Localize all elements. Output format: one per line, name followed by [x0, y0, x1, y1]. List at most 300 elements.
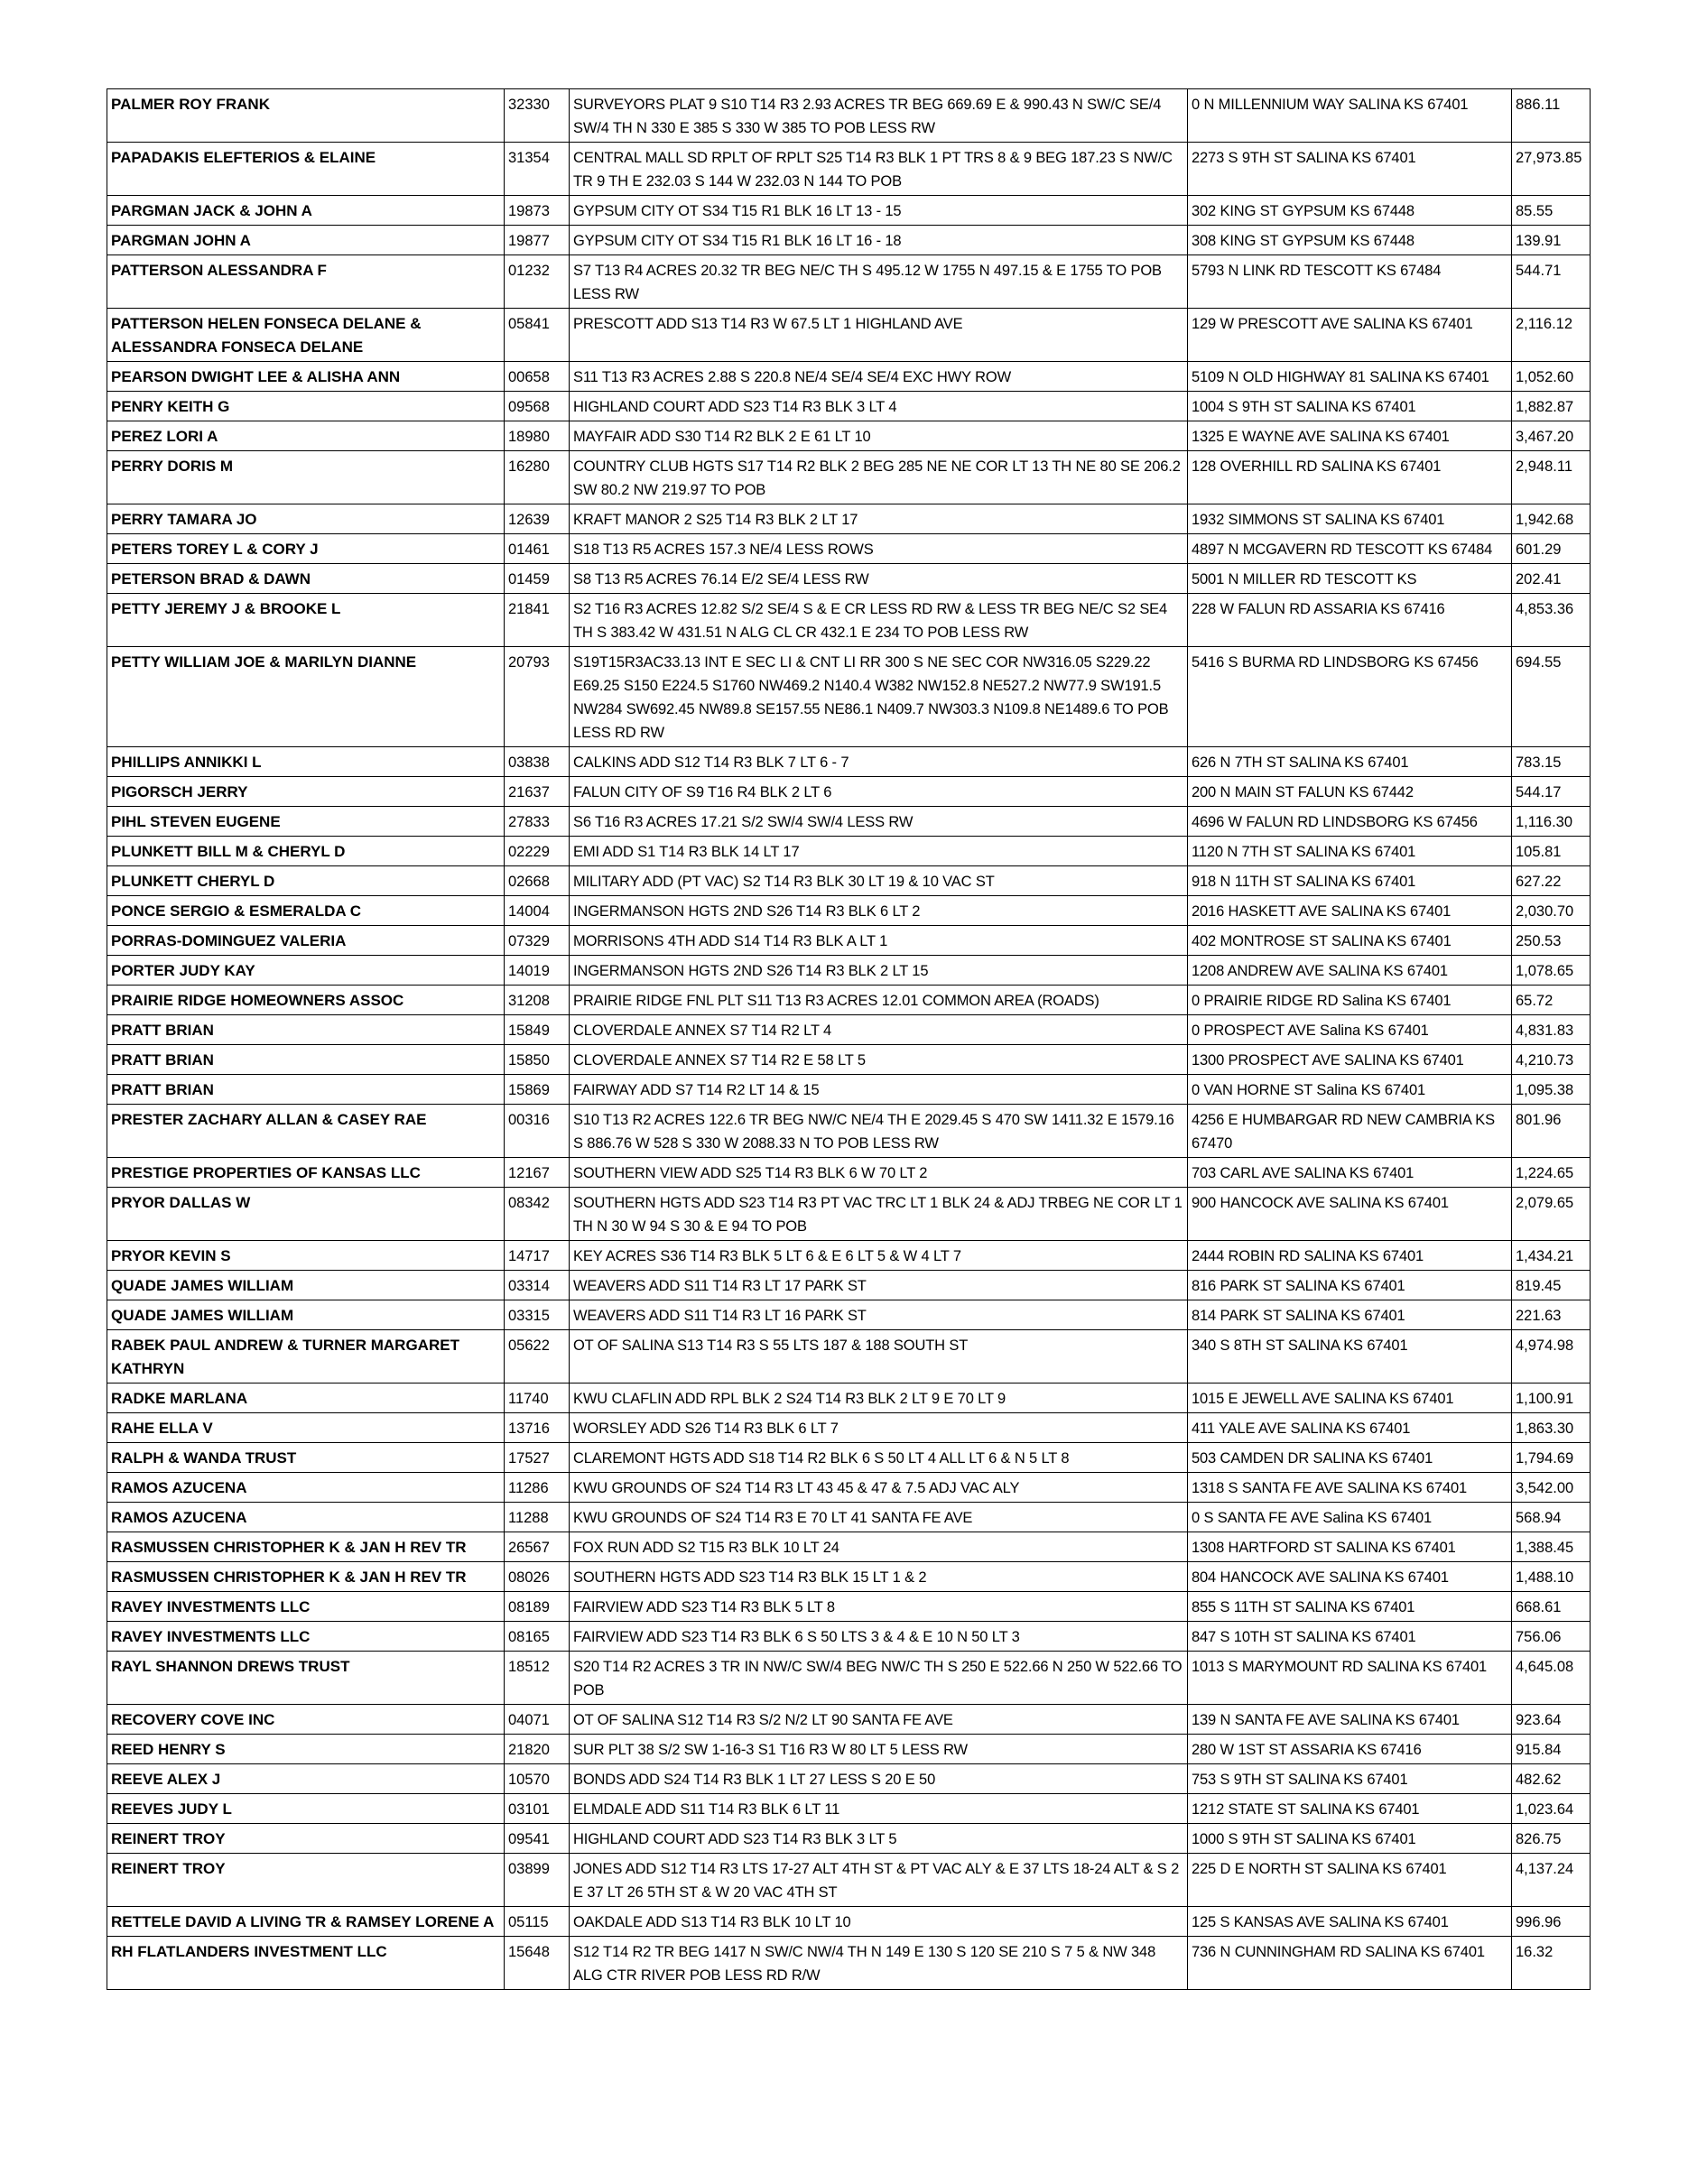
parcel-id: 02229	[505, 837, 570, 866]
owner-name: REEVE ALEX J	[107, 1764, 505, 1794]
legal-description: GYPSUM CITY OT S34 T15 R1 BLK 16 LT 16 - 18	[570, 226, 1188, 255]
legal-description: PRAIRIE RIDGE FNL PLT S11 T13 R3 ACRES 12.01 COMMON AREA (ROADS)	[570, 986, 1188, 1015]
table-row	[107, 1622, 1591, 1652]
legal-description: KEY ACRES S36 T14 R3 BLK 5 LT 6 & E 6 LT 5 & W 4 LT 7	[570, 1241, 1188, 1271]
parcel-id: 20793	[505, 647, 570, 747]
legal-description: INGERMANSON HGTS 2ND S26 T14 R3 BLK 2 LT 15	[570, 956, 1188, 986]
tax-amount: 819.45	[1512, 1271, 1591, 1300]
owner-name: RAMOS AZUCENA	[107, 1503, 505, 1532]
parcel-id: 08342	[505, 1188, 570, 1241]
legal-description: WEAVERS ADD S11 T14 R3 LT 17 PARK ST	[570, 1271, 1188, 1300]
parcel-id: 05841	[505, 309, 570, 362]
parcel-id: 19873	[505, 196, 570, 226]
owner-name: RAYL SHANNON DREWS TRUST	[107, 1652, 505, 1705]
owner-name: RASMUSSEN CHRISTOPHER K & JAN H REV TR	[107, 1562, 505, 1592]
table-row	[107, 1735, 1591, 1764]
table-row	[107, 747, 1591, 777]
table-row	[107, 1824, 1591, 1854]
owner-name: PRYOR DALLAS W	[107, 1188, 505, 1241]
table-row	[107, 504, 1591, 534]
property-address: 0 VAN HORNE ST Salina KS 67401	[1188, 1075, 1512, 1105]
property-address: 1325 E WAYNE AVE SALINA KS 67401	[1188, 421, 1512, 451]
legal-description: S11 T13 R3 ACRES 2.88 S 220.8 NE/4 SE/4 SE/4 EXC HWY ROW	[570, 362, 1188, 392]
table-row	[107, 1241, 1591, 1271]
tax-amount: 1,116.30	[1512, 807, 1591, 837]
parcel-id: 03899	[505, 1854, 570, 1907]
table-row	[107, 594, 1591, 647]
property-address: 804 HANCOCK AVE SALINA KS 67401	[1188, 1562, 1512, 1592]
tax-amount: 996.96	[1512, 1907, 1591, 1937]
tax-amount: 1,388.45	[1512, 1532, 1591, 1562]
parcel-id: 15849	[505, 1015, 570, 1045]
parcel-id: 03838	[505, 747, 570, 777]
table-row	[107, 1075, 1591, 1105]
tax-amount: 601.29	[1512, 534, 1591, 564]
tax-amount: 65.72	[1512, 986, 1591, 1015]
owner-name: PARGMAN JACK & JOHN A	[107, 196, 505, 226]
tax-amount: 4,210.73	[1512, 1045, 1591, 1075]
table-row	[107, 226, 1591, 255]
legal-description: OAKDALE ADD S13 T14 R3 BLK 10 LT 10	[570, 1907, 1188, 1937]
table-row	[107, 1705, 1591, 1735]
parcel-id: 05115	[505, 1907, 570, 1937]
owner-name: RECOVERY COVE INC	[107, 1705, 505, 1735]
tax-amount: 783.15	[1512, 747, 1591, 777]
tax-amount: 886.11	[1512, 89, 1591, 143]
legal-description: CENTRAL MALL SD RPLT OF RPLT S25 T14 R3 BLK 1 PT TRS 8 & 9 BEG 187.23 S NW/C TR 9 TH E 232.03 S 144 W 232.03 N 144 TO POB	[570, 143, 1188, 196]
tax-amount: 1,078.65	[1512, 956, 1591, 986]
property-address: 900 HANCOCK AVE SALINA KS 67401	[1188, 1188, 1512, 1241]
property-address: 814 PARK ST SALINA KS 67401	[1188, 1300, 1512, 1330]
owner-name: PARGMAN JOHN A	[107, 226, 505, 255]
legal-description: SOUTHERN HGTS ADD S23 T14 R3 PT VAC TRC LT 1 BLK 24 & ADJ TRBEG NE COR LT 1 TH N 30 W 94 S 30 & E 94 TO POB	[570, 1188, 1188, 1241]
parcel-id: 10570	[505, 1764, 570, 1794]
table-row	[107, 1045, 1591, 1075]
owner-name: PATTERSON HELEN FONSECA DELANE & ALESSANDRA FONSECA DELANE	[107, 309, 505, 362]
owner-name: QUADE JAMES WILLIAM	[107, 1271, 505, 1300]
legal-description: MORRISONS 4TH ADD S14 T14 R3 BLK A LT 1	[570, 926, 1188, 956]
owner-name: PETTY WILLIAM JOE & MARILYN DIANNE	[107, 647, 505, 747]
table-row	[107, 1105, 1591, 1158]
tax-amount: 694.55	[1512, 647, 1591, 747]
owner-name: PERRY DORIS M	[107, 451, 505, 504]
table-row	[107, 309, 1591, 362]
property-address: 918 N 11TH ST SALINA KS 67401	[1188, 866, 1512, 896]
owner-name: PEREZ LORI A	[107, 421, 505, 451]
owner-name: RADKE MARLANA	[107, 1384, 505, 1413]
legal-description: CLAREMONT HGTS ADD S18 T14 R2 BLK 6 S 50 LT 4 ALL LT 6 & N 5 LT 8	[570, 1443, 1188, 1473]
property-address: 302 KING ST GYPSUM KS 67448	[1188, 196, 1512, 226]
tax-amount: 27,973.85	[1512, 143, 1591, 196]
tax-amount: 1,863.30	[1512, 1413, 1591, 1443]
owner-name: PIGORSCH JERRY	[107, 777, 505, 807]
property-address: 2273 S 9TH ST SALINA KS 67401	[1188, 143, 1512, 196]
tax-amount: 4,645.08	[1512, 1652, 1591, 1705]
property-address: 1932 SIMMONS ST SALINA KS 67401	[1188, 504, 1512, 534]
property-address: 402 MONTROSE ST SALINA KS 67401	[1188, 926, 1512, 956]
tax-amount: 4,831.83	[1512, 1015, 1591, 1045]
property-address: 736 N CUNNINGHAM RD SALINA KS 67401	[1188, 1937, 1512, 1990]
owner-name: PRATT BRIAN	[107, 1045, 505, 1075]
owner-name: REINERT TROY	[107, 1824, 505, 1854]
table-row	[107, 837, 1591, 866]
tax-amount: 4,974.98	[1512, 1330, 1591, 1384]
table-row	[107, 392, 1591, 421]
parcel-id: 27833	[505, 807, 570, 837]
owner-name: PENRY KEITH G	[107, 392, 505, 421]
parcel-id: 31354	[505, 143, 570, 196]
parcel-id: 11740	[505, 1384, 570, 1413]
property-address: 4256 E HUMBARGAR RD NEW CAMBRIA KS 67470	[1188, 1105, 1512, 1158]
owner-name: PORRAS-DOMINGUEZ VALERIA	[107, 926, 505, 956]
tax-amount: 1,052.60	[1512, 362, 1591, 392]
parcel-id: 11288	[505, 1503, 570, 1532]
table-row	[107, 564, 1591, 594]
property-address: 200 N MAIN ST FALUN KS 67442	[1188, 777, 1512, 807]
property-address: 1004 S 9TH ST SALINA KS 67401	[1188, 392, 1512, 421]
owner-name: PETERS TOREY L & CORY J	[107, 534, 505, 564]
parcel-id: 09568	[505, 392, 570, 421]
owner-name: REEVES JUDY L	[107, 1794, 505, 1824]
tax-amount: 568.94	[1512, 1503, 1591, 1532]
legal-description: PRESCOTT ADD S13 T14 R3 W 67.5 LT 1 HIGHLAND AVE	[570, 309, 1188, 362]
legal-description: SOUTHERN HGTS ADD S23 T14 R3 BLK 15 LT 1 & 2	[570, 1562, 1188, 1592]
parcel-id: 01461	[505, 534, 570, 564]
property-address: 5793 N LINK RD TESCOTT KS 67484	[1188, 255, 1512, 309]
table-row	[107, 1413, 1591, 1443]
parcel-id: 03314	[505, 1271, 570, 1300]
property-address: 2444 ROBIN RD SALINA KS 67401	[1188, 1241, 1512, 1271]
parcel-id: 17527	[505, 1443, 570, 1473]
legal-description: KWU GROUNDS OF S24 T14 R3 E 70 LT 41 SANTA FE AVE	[570, 1503, 1188, 1532]
tax-amount: 1,100.91	[1512, 1384, 1591, 1413]
tax-amount: 756.06	[1512, 1622, 1591, 1652]
table-row	[107, 1592, 1591, 1622]
property-address: 128 OVERHILL RD SALINA KS 67401	[1188, 451, 1512, 504]
table-row	[107, 1562, 1591, 1592]
parcel-id: 15648	[505, 1937, 570, 1990]
table-row	[107, 421, 1591, 451]
legal-description: S18 T13 R5 ACRES 157.3 NE/4 LESS ROWS	[570, 534, 1188, 564]
parcel-id: 00316	[505, 1105, 570, 1158]
property-address: 4696 W FALUN RD LINDSBORG KS 67456	[1188, 807, 1512, 837]
owner-name: PALMER ROY FRANK	[107, 89, 505, 143]
legal-description: WORSLEY ADD S26 T14 R3 BLK 6 LT 7	[570, 1413, 1188, 1443]
parcel-id: 08189	[505, 1592, 570, 1622]
legal-description: FALUN CITY OF S9 T16 R4 BLK 2 LT 6	[570, 777, 1188, 807]
owner-name: PLUNKETT BILL M & CHERYL D	[107, 837, 505, 866]
tax-amount: 2,079.65	[1512, 1188, 1591, 1241]
property-address: 4897 N MCGAVERN RD TESCOTT KS 67484	[1188, 534, 1512, 564]
owner-name: PIHL STEVEN EUGENE	[107, 807, 505, 837]
parcel-id: 26567	[505, 1532, 570, 1562]
owner-name: PETTY JEREMY J & BROOKE L	[107, 594, 505, 647]
tax-amount: 1,095.38	[1512, 1075, 1591, 1105]
parcel-id: 13716	[505, 1413, 570, 1443]
parcel-id: 01459	[505, 564, 570, 594]
property-address: 1013 S MARYMOUNT RD SALINA KS 67401	[1188, 1652, 1512, 1705]
tax-amount: 85.55	[1512, 196, 1591, 226]
table-row	[107, 1473, 1591, 1503]
owner-name: REED HENRY S	[107, 1735, 505, 1764]
tax-amount: 1,434.21	[1512, 1241, 1591, 1271]
table-row	[107, 1854, 1591, 1907]
owner-name: PRATT BRIAN	[107, 1075, 505, 1105]
property-address: 2016 HASKETT AVE SALINA KS 67401	[1188, 896, 1512, 926]
table-row	[107, 1764, 1591, 1794]
table-row	[107, 926, 1591, 956]
property-address: 5109 N OLD HIGHWAY 81 SALINA KS 67401	[1188, 362, 1512, 392]
tax-amount: 915.84	[1512, 1735, 1591, 1764]
owner-name: PAPADAKIS ELEFTERIOS & ELAINE	[107, 143, 505, 196]
owner-name: RAVEY INVESTMENTS LLC	[107, 1592, 505, 1622]
owner-name: QUADE JAMES WILLIAM	[107, 1300, 505, 1330]
tax-amount: 139.91	[1512, 226, 1591, 255]
tax-amount: 202.41	[1512, 564, 1591, 594]
table-row	[107, 956, 1591, 986]
parcel-id: 07329	[505, 926, 570, 956]
owner-name: PRYOR KEVIN S	[107, 1241, 505, 1271]
tax-amount: 2,948.11	[1512, 451, 1591, 504]
legal-description: FAIRVIEW ADD S23 T14 R3 BLK 5 LT 8	[570, 1592, 1188, 1622]
legal-description: BONDS ADD S24 T14 R3 BLK 1 LT 27 LESS S 20 E 50	[570, 1764, 1188, 1794]
table-row	[107, 986, 1591, 1015]
parcel-id: 15850	[505, 1045, 570, 1075]
legal-description: JONES ADD S12 T14 R3 LTS 17-27 ALT 4TH ST & PT VAC ALY & E 37 LTS 18-24 ALT & S 2 E 37 LT 26 5TH ST & W 20 VAC 4TH ST	[570, 1854, 1188, 1907]
owner-name: RETTELE DAVID A LIVING TR & RAMSEY LORENE A	[107, 1907, 505, 1937]
owner-name: PATTERSON ALESSANDRA F	[107, 255, 505, 309]
property-address: 855 S 11TH ST SALINA KS 67401	[1188, 1592, 1512, 1622]
parcel-id: 00658	[505, 362, 570, 392]
property-address: 1120 N 7TH ST SALINA KS 67401	[1188, 837, 1512, 866]
legal-description: S10 T13 R2 ACRES 122.6 TR BEG NW/C NE/4 TH E 2029.45 S 470 SW 1411.32 E 1579.16 S 886.76 W 528 S 330 W 2088.33 N TO POB LESS RW	[570, 1105, 1188, 1158]
tax-amount: 1,023.64	[1512, 1794, 1591, 1824]
table-row	[107, 534, 1591, 564]
legal-description: FOX RUN ADD S2 T15 R3 BLK 10 LT 24	[570, 1532, 1188, 1562]
tax-amount: 2,116.12	[1512, 309, 1591, 362]
parcel-id: 05622	[505, 1330, 570, 1384]
owner-name: PRATT BRIAN	[107, 1015, 505, 1045]
parcel-id: 03315	[505, 1300, 570, 1330]
owner-name: PLUNKETT CHERYL D	[107, 866, 505, 896]
tax-amount: 4,853.36	[1512, 594, 1591, 647]
tax-amount: 3,542.00	[1512, 1473, 1591, 1503]
owner-name: RH FLATLANDERS INVESTMENT LLC	[107, 1937, 505, 1990]
legal-description: S19T15R3AC33.13 INT E SEC LI & CNT LI RR 300 S NE SEC COR NW316.05 S229.22 E69.25 S150 E224.5 S1760 NW469.2 N140.4 W382 NW152.8 NE527.2 NW77.9 SW191.5 NW284 SW692.45 NW89.8 SE157.55 NE86.1 N409.7 NW303.3 N109.8 NE1489.6 TO POB LESS RD RW	[570, 647, 1188, 747]
owner-name: PEARSON DWIGHT LEE & ALISHA ANN	[107, 362, 505, 392]
parcel-id: 16280	[505, 451, 570, 504]
parcel-id: 09541	[505, 1824, 570, 1854]
property-address: 503 CAMDEN DR SALINA KS 67401	[1188, 1443, 1512, 1473]
table-row	[107, 1794, 1591, 1824]
tax-amount: 544.71	[1512, 255, 1591, 309]
table-row	[107, 1907, 1591, 1937]
parcel-id: 31208	[505, 986, 570, 1015]
property-address: 340 S 8TH ST SALINA KS 67401	[1188, 1330, 1512, 1384]
tax-amount: 221.63	[1512, 1300, 1591, 1330]
table-row	[107, 89, 1591, 143]
legal-description: WEAVERS ADD S11 T14 R3 LT 16 PARK ST	[570, 1300, 1188, 1330]
owner-name: PRESTIGE PROPERTIES OF KANSAS LLC	[107, 1158, 505, 1188]
table-row	[107, 362, 1591, 392]
property-address: 139 N SANTA FE AVE SALINA KS 67401	[1188, 1705, 1512, 1735]
table-row	[107, 451, 1591, 504]
legal-description: CLOVERDALE ANNEX S7 T14 R2 E 58 LT 5	[570, 1045, 1188, 1075]
property-address: 1015 E JEWELL AVE SALINA KS 67401	[1188, 1384, 1512, 1413]
legal-description: MAYFAIR ADD S30 T14 R2 BLK 2 E 61 LT 10	[570, 421, 1188, 451]
parcel-id: 15869	[505, 1075, 570, 1105]
table-row	[107, 1937, 1591, 1990]
legal-description: CALKINS ADD S12 T14 R3 BLK 7 LT 6 - 7	[570, 747, 1188, 777]
legal-description: EMI ADD S1 T14 R3 BLK 14 LT 17	[570, 837, 1188, 866]
tax-roll-body	[107, 89, 1591, 1990]
legal-description: S20 T14 R2 ACRES 3 TR IN NW/C SW/4 BEG NW/C TH S 250 E 522.66 N 250 W 522.66 TO POB	[570, 1652, 1188, 1705]
property-address: 5001 N MILLER RD TESCOTT KS	[1188, 564, 1512, 594]
property-address: 5416 S BURMA RD LINDSBORG KS 67456	[1188, 647, 1512, 747]
legal-description: KWU GROUNDS OF S24 T14 R3 LT 43 45 & 47 & 7.5 ADJ VAC ALY	[570, 1473, 1188, 1503]
owner-name: RAMOS AZUCENA	[107, 1473, 505, 1503]
legal-description: OT OF SALINA S13 T14 R3 S 55 LTS 187 & 188 SOUTH ST	[570, 1330, 1188, 1384]
owner-name: RASMUSSEN CHRISTOPHER K & JAN H REV TR	[107, 1532, 505, 1562]
table-row	[107, 1330, 1591, 1384]
table-row	[107, 1384, 1591, 1413]
legal-description: COUNTRY CLUB HGTS S17 T14 R2 BLK 2 BEG 285 NE NE COR LT 13 TH NE 80 SE 206.2 SW 80.2 NW 219.97 TO POB	[570, 451, 1188, 504]
parcel-id: 08165	[505, 1622, 570, 1652]
tax-amount: 1,794.69	[1512, 1443, 1591, 1473]
parcel-id: 19877	[505, 226, 570, 255]
table-row	[107, 777, 1591, 807]
tax-amount: 1,942.68	[1512, 504, 1591, 534]
parcel-id: 21841	[505, 594, 570, 647]
parcel-id: 21820	[505, 1735, 570, 1764]
tax-amount: 2,030.70	[1512, 896, 1591, 926]
tax-amount: 801.96	[1512, 1105, 1591, 1158]
owner-name: REINERT TROY	[107, 1854, 505, 1907]
table-row	[107, 1158, 1591, 1188]
table-row	[107, 1188, 1591, 1241]
parcel-id: 32330	[505, 89, 570, 143]
tax-amount: 923.64	[1512, 1705, 1591, 1735]
parcel-id: 02668	[505, 866, 570, 896]
property-address: 0 PRAIRIE RIDGE RD Salina KS 67401	[1188, 986, 1512, 1015]
table-row	[107, 255, 1591, 309]
parcel-id: 12167	[505, 1158, 570, 1188]
property-address: 753 S 9TH ST SALINA KS 67401	[1188, 1764, 1512, 1794]
legal-description: CLOVERDALE ANNEX S7 T14 R2 LT 4	[570, 1015, 1188, 1045]
table-row	[107, 1015, 1591, 1045]
parcel-id: 14019	[505, 956, 570, 986]
legal-description: INGERMANSON HGTS 2ND S26 T14 R3 BLK 6 LT 2	[570, 896, 1188, 926]
tax-amount: 3,467.20	[1512, 421, 1591, 451]
parcel-id: 14004	[505, 896, 570, 926]
property-address: 308 KING ST GYPSUM KS 67448	[1188, 226, 1512, 255]
property-address: 703 CARL AVE SALINA KS 67401	[1188, 1158, 1512, 1188]
legal-description: HIGHLAND COURT ADD S23 T14 R3 BLK 3 LT 4	[570, 392, 1188, 421]
legal-description: SURVEYORS PLAT 9 S10 T14 R3 2.93 ACRES TR BEG 669.69 E & 990.43 N SW/C SE/4 SW/4 TH N 330 E 385 S 330 W 385 TO POB LESS RW	[570, 89, 1188, 143]
property-address: 1300 PROSPECT AVE SALINA KS 67401	[1188, 1045, 1512, 1075]
table-row	[107, 1503, 1591, 1532]
property-address: 125 S KANSAS AVE SALINA KS 67401	[1188, 1907, 1512, 1937]
tax-amount: 1,224.65	[1512, 1158, 1591, 1188]
property-address: 0 PROSPECT AVE Salina KS 67401	[1188, 1015, 1512, 1045]
property-address: 1308 HARTFORD ST SALINA KS 67401	[1188, 1532, 1512, 1562]
property-address: 1212 STATE ST SALINA KS 67401	[1188, 1794, 1512, 1824]
property-address: 225 D E NORTH ST SALINA KS 67401	[1188, 1854, 1512, 1907]
tax-amount: 826.75	[1512, 1824, 1591, 1854]
legal-description: GYPSUM CITY OT S34 T15 R1 BLK 16 LT 13 - 15	[570, 196, 1188, 226]
property-address: 129 W PRESCOTT AVE SALINA KS 67401	[1188, 309, 1512, 362]
owner-name: PORTER JUDY KAY	[107, 956, 505, 986]
legal-description: S2 T16 R3 ACRES 12.82 S/2 SE/4 S & E CR LESS RD RW & LESS TR BEG NE/C S2 SE4 TH S 383.42 W 431.51 N ALG CL CR 432.1 E 234 TO POB LESS RW	[570, 594, 1188, 647]
parcel-id: 03101	[505, 1794, 570, 1824]
table-row	[107, 896, 1591, 926]
legal-description: ELMDALE ADD S11 T14 R3 BLK 6 LT 11	[570, 1794, 1188, 1824]
parcel-id: 18980	[505, 421, 570, 451]
tax-amount: 668.61	[1512, 1592, 1591, 1622]
property-address: 1208 ANDREW AVE SALINA KS 67401	[1188, 956, 1512, 986]
property-address: 626 N 7TH ST SALINA KS 67401	[1188, 747, 1512, 777]
tax-amount: 16.32	[1512, 1937, 1591, 1990]
legal-description: SUR PLT 38 S/2 SW 1-16-3 S1 T16 R3 W 80 LT 5 LESS RW	[570, 1735, 1188, 1764]
parcel-id: 08026	[505, 1562, 570, 1592]
legal-description: FAIRVIEW ADD S23 T14 R3 BLK 6 S 50 LTS 3 & 4 & E 10 N 50 LT 3	[570, 1622, 1188, 1652]
owner-name: PERRY TAMARA JO	[107, 504, 505, 534]
parcel-id: 04071	[505, 1705, 570, 1735]
owner-name: PONCE SERGIO & ESMERALDA C	[107, 896, 505, 926]
owner-name: RAHE ELLA V	[107, 1413, 505, 1443]
table-row	[107, 866, 1591, 896]
legal-description: OT OF SALINA S12 T14 R3 S/2 N/2 LT 90 SANTA FE AVE	[570, 1705, 1188, 1735]
owner-name: PETERSON BRAD & DAWN	[107, 564, 505, 594]
table-row	[107, 1532, 1591, 1562]
property-address: 1000 S 9TH ST SALINA KS 67401	[1188, 1824, 1512, 1854]
table-row	[107, 807, 1591, 837]
parcel-id: 01232	[505, 255, 570, 309]
legal-description: KRAFT MANOR 2 S25 T14 R3 BLK 2 LT 17	[570, 504, 1188, 534]
property-address: 228 W FALUN RD ASSARIA KS 67416	[1188, 594, 1512, 647]
parcel-id: 12639	[505, 504, 570, 534]
tax-amount: 544.17	[1512, 777, 1591, 807]
legal-description: SOUTHERN VIEW ADD S25 T14 R3 BLK 6 W 70 LT 2	[570, 1158, 1188, 1188]
property-address: 847 S 10TH ST SALINA KS 67401	[1188, 1622, 1512, 1652]
tax-roll-table	[107, 88, 1591, 1990]
owner-name: PRAIRIE RIDGE HOMEOWNERS ASSOC	[107, 986, 505, 1015]
table-row	[107, 1300, 1591, 1330]
tax-amount: 1,882.87	[1512, 392, 1591, 421]
owner-name: RAVEY INVESTMENTS LLC	[107, 1622, 505, 1652]
legal-description: KWU CLAFLIN ADD RPL BLK 2 S24 T14 R3 BLK 2 LT 9 E 70 LT 9	[570, 1384, 1188, 1413]
tax-amount: 482.62	[1512, 1764, 1591, 1794]
owner-name: PRESTER ZACHARY ALLAN & CASEY RAE	[107, 1105, 505, 1158]
parcel-id: 11286	[505, 1473, 570, 1503]
legal-description: S12 T14 R2 TR BEG 1417 N SW/C NW/4 TH N 149 E 130 S 120 SE 210 S 7 5 & NW 348 ALG CTR RIVER POB LESS RD R/W	[570, 1937, 1188, 1990]
property-address: 280 W 1ST ST ASSARIA KS 67416	[1188, 1735, 1512, 1764]
tax-amount: 1,488.10	[1512, 1562, 1591, 1592]
legal-description: S7 T13 R4 ACRES 20.32 TR BEG NE/C TH S 495.12 W 1755 N 497.15 & E 1755 TO POB LESS RW	[570, 255, 1188, 309]
tax-amount: 4,137.24	[1512, 1854, 1591, 1907]
table-row	[107, 1443, 1591, 1473]
property-address: 816 PARK ST SALINA KS 67401	[1188, 1271, 1512, 1300]
legal-description: S8 T13 R5 ACRES 76.14 E/2 SE/4 LESS RW	[570, 564, 1188, 594]
property-address: 1318 S SANTA FE AVE SALINA KS 67401	[1188, 1473, 1512, 1503]
legal-description: HIGHLAND COURT ADD S23 T14 R3 BLK 3 LT 5	[570, 1824, 1188, 1854]
tax-amount: 250.53	[1512, 926, 1591, 956]
parcel-id: 21637	[505, 777, 570, 807]
parcel-id: 14717	[505, 1241, 570, 1271]
parcel-id: 18512	[505, 1652, 570, 1705]
legal-description: MILITARY ADD (PT VAC) S2 T14 R3 BLK 30 LT 19 & 10 VAC ST	[570, 866, 1188, 896]
table-row	[107, 1652, 1591, 1705]
